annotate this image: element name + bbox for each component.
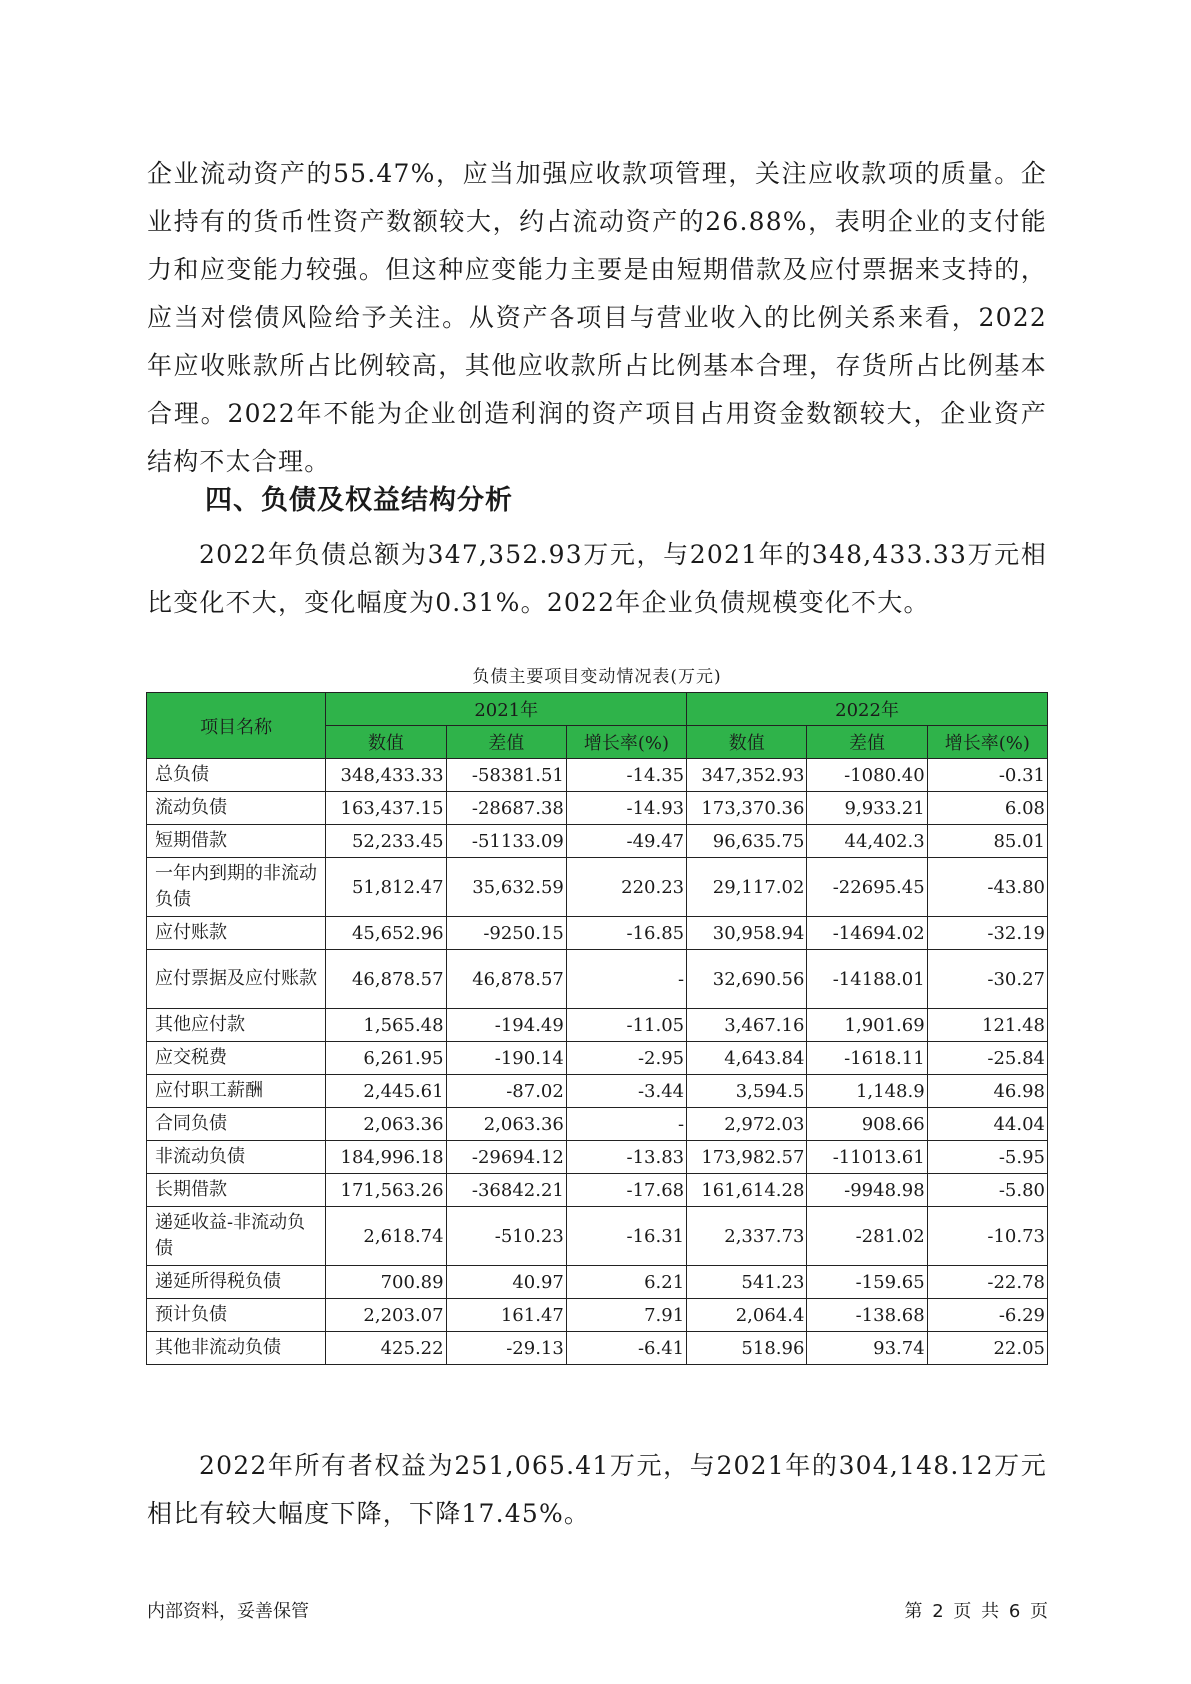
header-rate-2021: 增长率(%) — [566, 726, 686, 759]
cell-d2: 9,933.21 — [807, 792, 927, 825]
cell-r1: -13.83 — [566, 1141, 686, 1174]
cell-r1: - — [566, 950, 686, 1009]
cell-d1: -58381.51 — [446, 759, 566, 792]
table-row — [147, 825, 1048, 858]
cell-r2: 121.48 — [927, 1009, 1047, 1042]
row-item-name: 应交税费 — [147, 1042, 326, 1075]
liabilities-table — [146, 692, 1048, 1365]
cell-r1: -17.68 — [566, 1174, 686, 1207]
cell-r2: 6.08 — [927, 792, 1047, 825]
cell-r2: -32.19 — [927, 917, 1047, 950]
cell-r1: -14.35 — [566, 759, 686, 792]
cell-v1: 700.89 — [326, 1266, 446, 1299]
cell-v1: 184,996.18 — [326, 1141, 446, 1174]
cell-r2: -22.78 — [927, 1266, 1047, 1299]
cell-d2: 908.66 — [807, 1108, 927, 1141]
cell-v2: 3,594.5 — [687, 1075, 807, 1108]
table-row — [147, 792, 1048, 825]
cell-v2: 29,117.02 — [687, 858, 807, 917]
cell-v2: 96,635.75 — [687, 825, 807, 858]
cell-d2: 1,901.69 — [807, 1009, 927, 1042]
table-row — [147, 1174, 1048, 1207]
row-item-name: 其他应付款 — [147, 1009, 326, 1042]
cell-d1: -36842.21 — [446, 1174, 566, 1207]
cell-v1: 51,812.47 — [326, 858, 446, 917]
row-item-name: 应付账款 — [147, 917, 326, 950]
cell-r1: 7.91 — [566, 1299, 686, 1332]
cell-r2: -5.80 — [927, 1174, 1047, 1207]
footer-confidential-note: 内部资料，妥善保管 — [147, 1601, 309, 1622]
cell-v1: 45,652.96 — [326, 917, 446, 950]
row-item-name: 短期借款 — [147, 825, 326, 858]
cell-v1: 2,618.74 — [326, 1207, 446, 1266]
cell-d2: -22695.45 — [807, 858, 927, 917]
header-diff-2021: 差值 — [446, 726, 566, 759]
row-item-name: 流动负债 — [147, 792, 326, 825]
section-heading: 四、负债及权益结构分析 — [205, 485, 513, 516]
cell-d1: -9250.15 — [446, 917, 566, 950]
cell-r2: 44.04 — [927, 1108, 1047, 1141]
table-row — [147, 1009, 1048, 1042]
row-item-name: 总负债 — [147, 759, 326, 792]
cell-v1: 2,063.36 — [326, 1108, 446, 1141]
cell-v2: 2,064.4 — [687, 1299, 807, 1332]
table-row — [147, 1299, 1048, 1332]
header-year-2022: 2022年 — [687, 693, 1048, 726]
cell-v2: 173,982.57 — [687, 1141, 807, 1174]
cell-v2: 347,352.93 — [687, 759, 807, 792]
row-item-name: 应付职工薪酬 — [147, 1075, 326, 1108]
cell-d1: 35,632.59 — [446, 858, 566, 917]
cell-r2: -30.27 — [927, 950, 1047, 1009]
cell-r2: -43.80 — [927, 858, 1047, 917]
row-item-name: 一年内到期的非流动负债 — [147, 858, 326, 917]
row-item-name: 合同负债 — [147, 1108, 326, 1141]
cell-d2: -1080.40 — [807, 759, 927, 792]
table-row — [147, 759, 1048, 792]
cell-d1: -28687.38 — [446, 792, 566, 825]
cell-r1: -16.31 — [566, 1207, 686, 1266]
header-value-2021: 数值 — [326, 726, 446, 759]
table-body — [147, 759, 1048, 1365]
cell-v2: 2,972.03 — [687, 1108, 807, 1141]
cell-r1: 220.23 — [566, 858, 686, 917]
cell-d2: -11013.61 — [807, 1141, 927, 1174]
cell-v1: 348,433.33 — [326, 759, 446, 792]
cell-r2: -6.29 — [927, 1299, 1047, 1332]
cell-d2: 1,148.9 — [807, 1075, 927, 1108]
cell-r1: -6.41 — [566, 1332, 686, 1365]
cell-d2: 44,402.3 — [807, 825, 927, 858]
cell-d2: -138.68 — [807, 1299, 927, 1332]
cell-v1: 1,565.48 — [326, 1009, 446, 1042]
cell-v1: 171,563.26 — [326, 1174, 446, 1207]
table-row — [147, 1042, 1048, 1075]
cell-v1: 2,203.07 — [326, 1299, 446, 1332]
cell-d2: -14188.01 — [807, 950, 927, 1009]
header-year-2021: 2021年 — [326, 693, 687, 726]
cell-r2: 85.01 — [927, 825, 1047, 858]
cell-v2: 4,643.84 — [687, 1042, 807, 1075]
cell-r1: -14.93 — [566, 792, 686, 825]
table-header — [147, 693, 1048, 759]
cell-d1: 2,063.36 — [446, 1108, 566, 1141]
cell-d1: -51133.09 — [446, 825, 566, 858]
body-paragraph-equity: 2022年所有者权益为251,065.41万元，与2021年的304,148.12万元相比有较大幅度下降，下降17.45%。 — [147, 1451, 1047, 1528]
table-row — [147, 1207, 1048, 1266]
cell-v2: 161,614.28 — [687, 1174, 807, 1207]
cell-v2: 173,370.36 — [687, 792, 807, 825]
cell-r1: -2.95 — [566, 1042, 686, 1075]
cell-r2: -10.73 — [927, 1207, 1047, 1266]
table-row — [147, 950, 1048, 1009]
table-row — [147, 1075, 1048, 1108]
header-rate-2022: 增长率(%) — [927, 726, 1047, 759]
cell-v2: 541.23 — [687, 1266, 807, 1299]
row-item-name: 预计负债 — [147, 1299, 326, 1332]
cell-d1: -510.23 — [446, 1207, 566, 1266]
cell-d1: 161.47 — [446, 1299, 566, 1332]
cell-v1: 52,233.45 — [326, 825, 446, 858]
cell-v2: 3,467.16 — [687, 1009, 807, 1042]
cell-v2: 2,337.73 — [687, 1207, 807, 1266]
row-item-name: 非流动负债 — [147, 1141, 326, 1174]
cell-v1: 46,878.57 — [326, 950, 446, 1009]
body-paragraph-assets: 企业流动资产的55.47%，应当加强应收款项管理，关注应收款项的质量。企业持有的货币性资产数额较大，约占流动资产的26.88%，表明企业的支付能力和应变能力较强。但这种应变能力主要是由短期借款及应付票据来支持的，应当对偿债风险给予关注。从资产各项目与营业收入的比例关系来看，2022年应收账款所占比例较高，其他应收款所占比例基本合理，存货所占比例基本合理。2022年不能为企业创造利润的资产项目占用资金数额较大，企业资产结构不太合理。 — [147, 159, 1047, 476]
cell-r2: 22.05 — [927, 1332, 1047, 1365]
cell-v1: 425.22 — [326, 1332, 446, 1365]
table-row — [147, 1141, 1048, 1174]
cell-v1: 2,445.61 — [326, 1075, 446, 1108]
cell-d2: 93.74 — [807, 1332, 927, 1365]
cell-d1: -190.14 — [446, 1042, 566, 1075]
table-row — [147, 1108, 1048, 1141]
row-item-name: 递延所得税负债 — [147, 1266, 326, 1299]
row-item-name: 长期借款 — [147, 1174, 326, 1207]
table-row — [147, 1332, 1048, 1365]
cell-r1: - — [566, 1108, 686, 1141]
body-paragraph-liabilities: 2022年负债总额为347,352.93万元，与2021年的348,433.33万元相比变化不大，变化幅度为0.31%。2022年企业负债规模变化不大。 — [147, 540, 1047, 617]
table-caption: 负债主要项目变动情况表(万元) — [472, 667, 722, 687]
cell-d1: -29694.12 — [446, 1141, 566, 1174]
row-item-name: 递延收益-非流动负债 — [147, 1207, 326, 1266]
cell-d1: -87.02 — [446, 1075, 566, 1108]
cell-d2: -159.65 — [807, 1266, 927, 1299]
cell-d2: -14694.02 — [807, 917, 927, 950]
header-diff-2022: 差值 — [807, 726, 927, 759]
footer-page-number: 第 2 页 共 6 页 — [904, 1601, 1048, 1622]
cell-r1: -49.47 — [566, 825, 686, 858]
table-row — [147, 858, 1048, 917]
cell-d1: -194.49 — [446, 1009, 566, 1042]
cell-r2: -5.95 — [927, 1141, 1047, 1174]
cell-d1: 46,878.57 — [446, 950, 566, 1009]
header-value-2022: 数值 — [687, 726, 807, 759]
cell-r1: -3.44 — [566, 1075, 686, 1108]
row-item-name: 其他非流动负债 — [147, 1332, 326, 1365]
cell-r1: 6.21 — [566, 1266, 686, 1299]
cell-r2: 46.98 — [927, 1075, 1047, 1108]
table-row — [147, 1266, 1048, 1299]
row-item-name: 应付票据及应付账款 — [147, 950, 326, 1009]
header-item-name: 项目名称 — [147, 693, 326, 759]
cell-v2: 30,958.94 — [687, 917, 807, 950]
cell-v2: 32,690.56 — [687, 950, 807, 1009]
cell-v1: 163,437.15 — [326, 792, 446, 825]
cell-r2: -0.31 — [927, 759, 1047, 792]
table-row — [147, 917, 1048, 950]
cell-r2: -25.84 — [927, 1042, 1047, 1075]
cell-d1: -29.13 — [446, 1332, 566, 1365]
cell-d2: -281.02 — [807, 1207, 927, 1266]
cell-r1: -16.85 — [566, 917, 686, 950]
cell-d2: -9948.98 — [807, 1174, 927, 1207]
cell-r1: -11.05 — [566, 1009, 686, 1042]
cell-d2: -1618.11 — [807, 1042, 927, 1075]
cell-v2: 518.96 — [687, 1332, 807, 1365]
cell-d1: 40.97 — [446, 1266, 566, 1299]
cell-v1: 6,261.95 — [326, 1042, 446, 1075]
